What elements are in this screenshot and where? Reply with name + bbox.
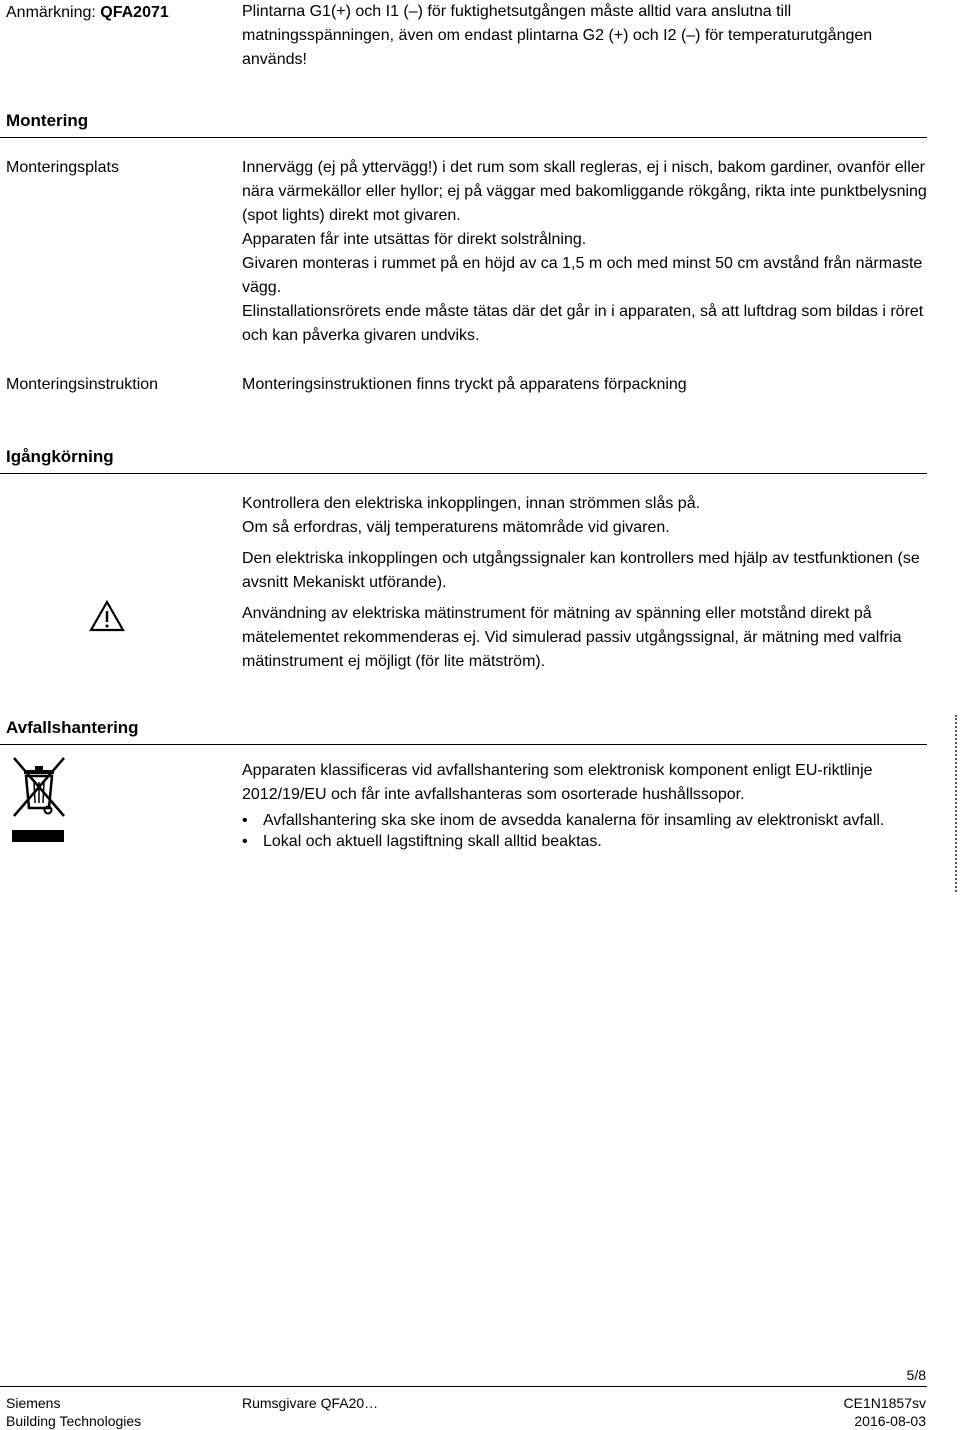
section-rule bbox=[0, 744, 927, 745]
montering-instr-text: Monteringsinstruktionen finns tryckt på apparatens förpackning bbox=[242, 376, 687, 393]
list-item: • Lokal och aktuell lagstiftning skall alltid beaktas. bbox=[242, 833, 602, 850]
paragraph: Användning av elektriska mätinstrument för mätning av spänning eller motstånd direkt på mätelementet rekommenderas ej. Vid simulerad passiv utgångssignal, är mätning med valfria mätinstrument ej möjligt (för lite mätström). bbox=[242, 605, 902, 670]
footer-company: Siemens bbox=[6, 1395, 61, 1411]
paragraph: Elinstallationsrörets ende måste tätas där det går in i apparaten, så att luftdrag som bildas i röret och kan påverka givaren undviks. bbox=[242, 303, 924, 344]
footer-date: 2016-08-03 bbox=[854, 1413, 926, 1429]
section-heading-igangkorning: Igångkörning bbox=[6, 447, 114, 466]
warning-triangle-icon bbox=[89, 600, 125, 632]
footer-doc-id: CE1N1857sv bbox=[843, 1395, 926, 1411]
igang-text bbox=[242, 492, 932, 674]
paragraph: Kontrollera den elektriska inkopplingen, innan strömmen slås på. bbox=[242, 495, 701, 512]
paragraph: Om så erfordras, välj temperaturens mätområde vid givaren. bbox=[242, 519, 670, 536]
section-heading-montering: Montering bbox=[6, 111, 89, 130]
change-bar bbox=[955, 715, 957, 892]
bullet-icon: • bbox=[242, 812, 248, 829]
avfall-intro: Apparaten klassificeras vid avfallshantering som elektronisk komponent enligt EU-riktlinje 2012/19/EU och får inte avfallshanteras som osorterade hushållssopor. bbox=[242, 762, 873, 803]
paragraph: Givaren monteras i rummet på en höjd av ca 1,5 m och med minst 50 cm avstånd från närmaste vägg. bbox=[242, 255, 923, 296]
note-label-text: Anmärkning: bbox=[6, 4, 96, 21]
footer-rule bbox=[0, 1386, 927, 1387]
montering-place-text bbox=[242, 156, 932, 348]
footer-product: Rumsgivare QFA20… bbox=[242, 1395, 379, 1411]
section-heading-avfallshantering: Avfallshantering bbox=[6, 718, 139, 737]
note-model: QFA2071 bbox=[100, 4, 169, 21]
note-text: Plintarna G1(+) och I1 (–) för fuktighetsutgången måste alltid vara anslutna till matningsspänningen, även om endast plintarna G2 (+) och I2 (–) för temperaturutgången används! bbox=[242, 3, 873, 68]
note-label bbox=[6, 2, 169, 24]
footer-division: Building Technologies bbox=[6, 1413, 142, 1429]
bullet-icon: • bbox=[242, 833, 248, 850]
paragraph: Innervägg (ej på yttervägg!) i det rum som skall regleras, ej i nisch, bakom gardiner, ovanför eller nära värmekällor eller hyllor; ej på väggar med bakomliggande rökgång, rikta inte punktbelysning (spot lights) direkt mot givaren. bbox=[242, 159, 927, 224]
paragraph: Apparaten får inte utsättas för direkt solstrålning. bbox=[242, 231, 587, 248]
montering-instr-label: Monteringsinstruktion bbox=[6, 376, 159, 393]
weee-crossed-bin-icon bbox=[10, 756, 68, 846]
page-number: 5/8 bbox=[906, 1367, 926, 1383]
avfall-bullet-list bbox=[242, 810, 932, 852]
paragraph: Den elektriska inkopplingen och utgångssignaler kan kontrollers med hjälp av testfunktionen (se avsnitt Mekaniskt utförande). bbox=[242, 550, 920, 591]
section-rule bbox=[0, 137, 927, 138]
montering-place-label: Monteringsplats bbox=[6, 159, 119, 176]
list-item: • Avfallshantering ska ske inom de avsedda kanalerna för insamling av elektroniskt avfall. bbox=[242, 812, 885, 829]
section-rule bbox=[0, 473, 927, 474]
